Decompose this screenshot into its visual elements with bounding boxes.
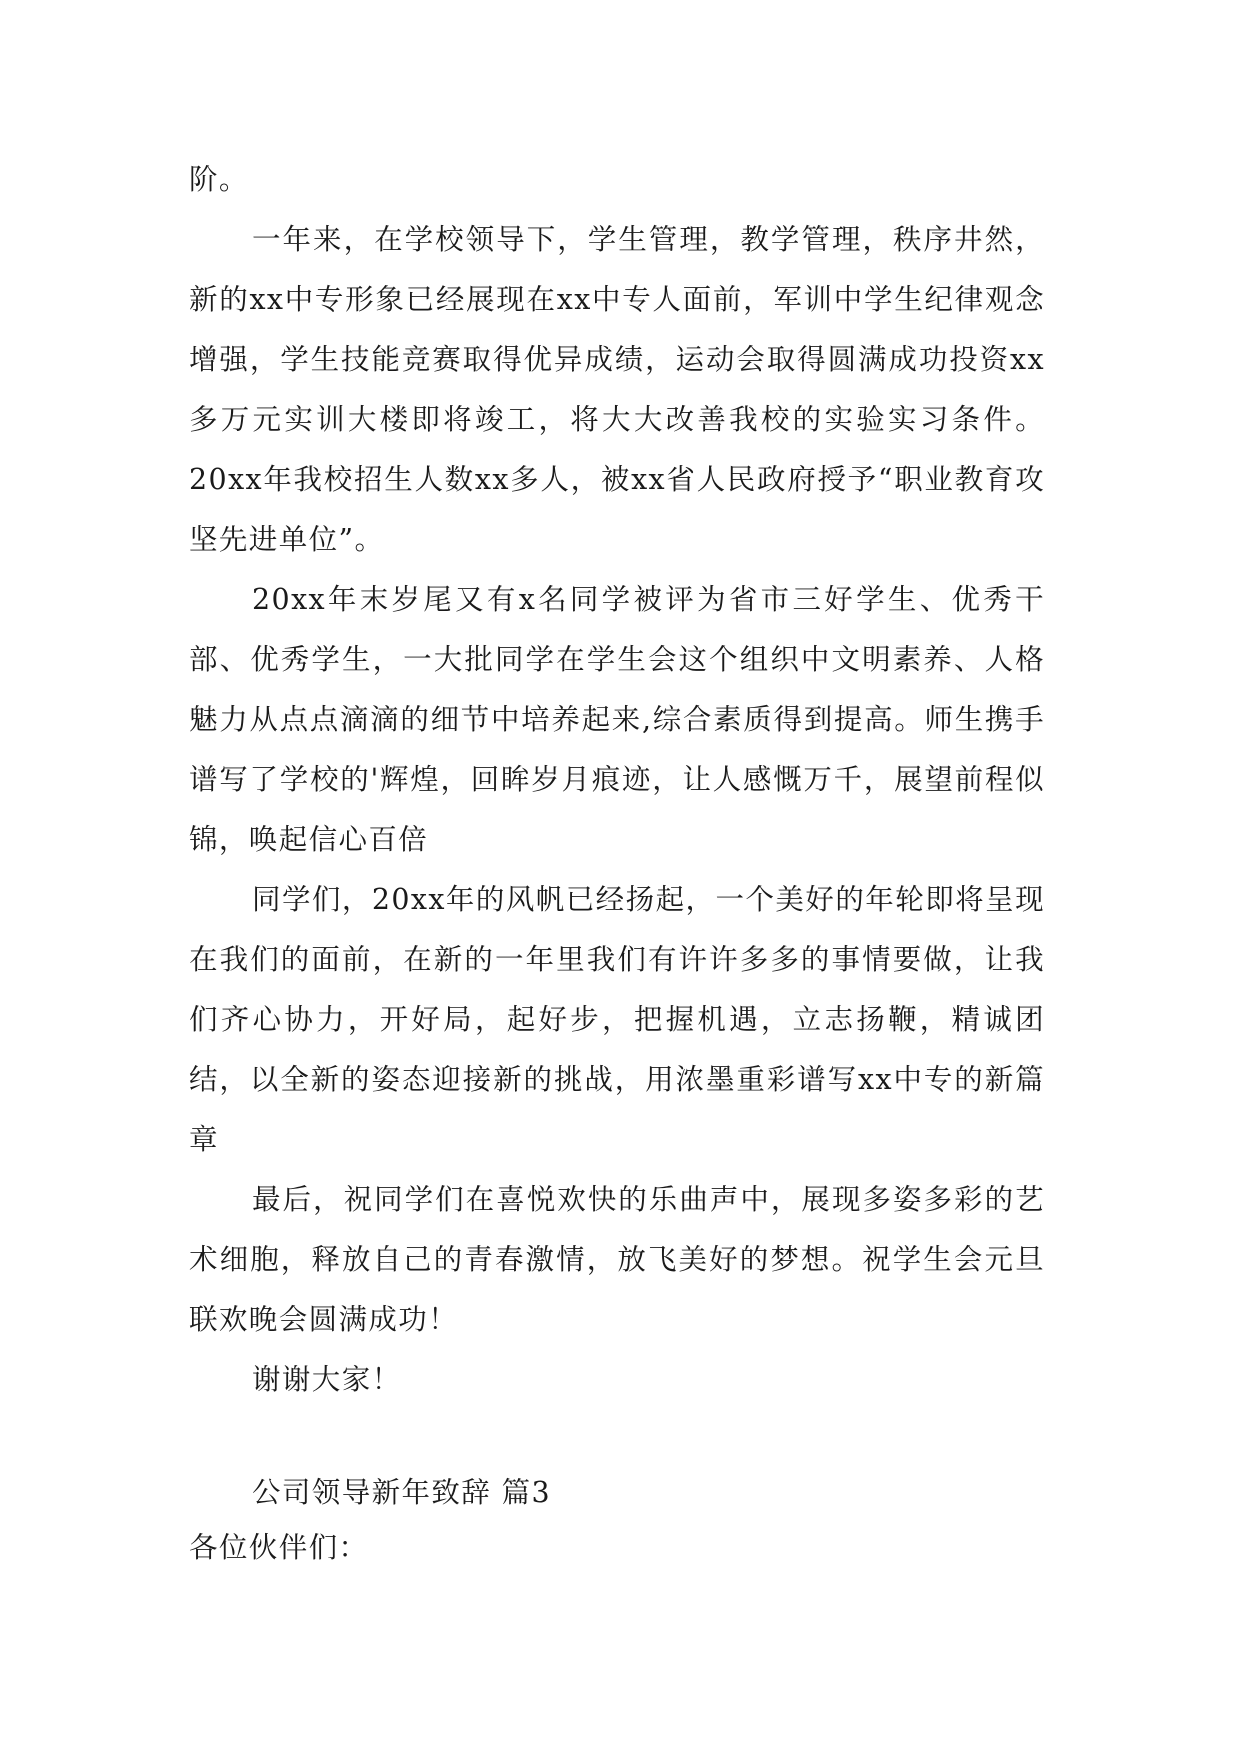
document-body (189, 150, 1045, 1575)
paragraph-continuation: 阶。 (189, 163, 249, 196)
paragraph-new-year: 同学们，20xx年的风帆已经扬起，一个美好的年轮即将呈现在我们的面前，在新的一年里我们有许许多多的事情要做，让我们齐心协力，开好局，起好步，把握机遇，立志扬鞭，精诚团结，以全新的姿态迎接新的挑战，用浓墨重彩谱写xx中专的新篇章 (189, 883, 1045, 1156)
paragraph-thanks: 谢谢大家！ (252, 1363, 402, 1396)
paragraph-closing-wish: 最后，祝同学们在喜悦欢快的乐曲声中，展现多姿多彩的艺术细胞，释放自己的青春激情，放飞美好的梦想。祝学生会元旦联欢晚会圆满成功！ (189, 1183, 1045, 1336)
paragraph-achievements: 一年来，在学校领导下，学生管理，教学管理，秩序井然，新的xx中专形象已经展现在xx中专人面前，军训中学生纪律观念增强，学生技能竞赛取得优异成绩，运动会取得圆满成功投资xx多万元实训大楼即将竣工，将大大改善我校的实验实习条件。20xx年我校招生人数xx多人，被xx省人民政府授予“职业教育攻坚先进单位”。 (189, 223, 1045, 556)
salutation: 各位伙伴们： (189, 1531, 369, 1564)
section-spacer (189, 1410, 1045, 1465)
section-heading: 公司领导新年致辞 篇3 (252, 1476, 552, 1509)
paragraph-honors: 20xx年末岁尾又有x名同学被评为省市三好学生、优秀干部、优秀学生，一大批同学在学生会这个组织中文明素养、人格魅力从点点滴滴的细节中培养起来,综合素质得到提高。师生携手谱写了学校的'辉煌，回眸岁月痕迹，让人感慨万千，展望前程似锦，唤起信心百倍 (189, 583, 1045, 856)
